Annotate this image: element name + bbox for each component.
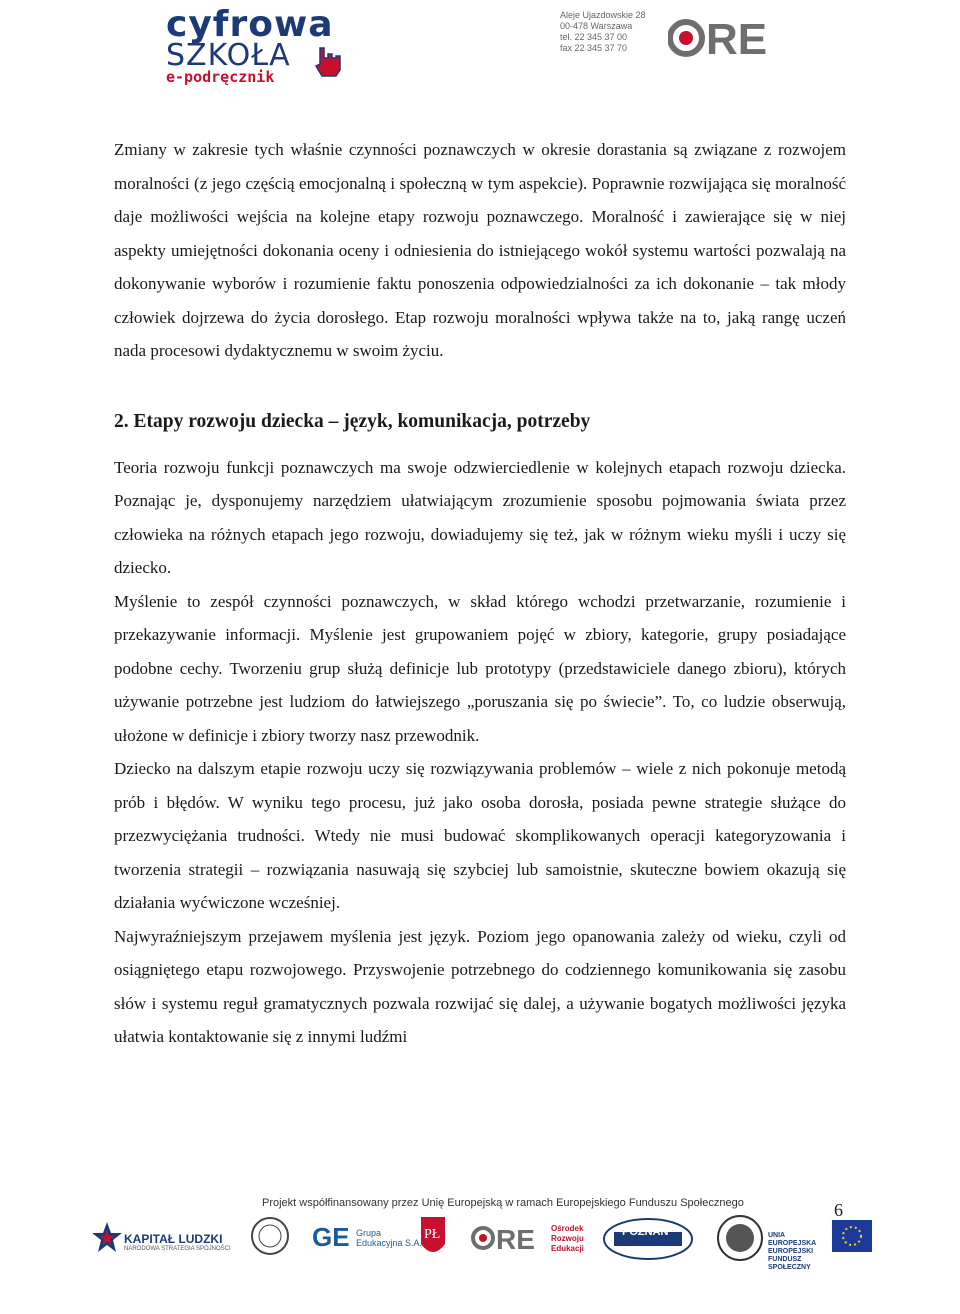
bottom-margin	[0, 1276, 960, 1314]
kapital-ludzki-subtitle: NARODOWA STRATEGIA SPÓJNOŚCI	[124, 1246, 231, 1252]
ge-line2: Edukacyjna S.A.	[356, 1238, 423, 1248]
ue-line3: FUNDUSZ SPOŁECZNY	[768, 1256, 811, 1271]
ore-address-block	[560, 10, 646, 54]
kapital-ludzki-star-icon	[92, 1220, 122, 1256]
svg-text:PŁ: PŁ	[424, 1227, 441, 1242]
ore-footer-logo	[470, 1220, 548, 1256]
logo-cyfrowa-text: cyfrowa	[166, 4, 334, 45]
address-street: Aleje Ujazdowskie 28	[560, 10, 646, 20]
osrodek-line3: Edukacji	[551, 1244, 584, 1253]
logo-szkola-text: SZKOŁA	[166, 38, 291, 73]
page-number: 6	[834, 1200, 843, 1220]
project-funding-note: Projekt współfinansowany przez Unię Europejską w ramach Europejskiego Funduszu Społecznego	[262, 1197, 744, 1209]
hand-cursor-icon	[310, 44, 346, 78]
svg-text:RE: RE	[496, 1224, 535, 1255]
politechnika-lodzka-emblem	[418, 1214, 448, 1264]
svg-text:GE: GE	[312, 1222, 350, 1252]
kapital-ludzki-title: KAPITAŁ LUDZKI	[124, 1232, 223, 1246]
paragraph-thinking: Myślenie to zespół czynności poznawczych, w skład którego wchodzi przetwarzanie, rozumienie i przekazywanie informacji. Myślenie jest grupowaniem pojęć w zbiory, kategorie, grupy posiadające podobne cechy. Tworzeniu grup służą definicje lub prototypy (przedstawiciele danego zbioru), których używanie potrzebne jest ludziom do łatwiejszego „poruszania się po świecie”. To, co ludzie obserwują, ułożone w definicje i zbiory tworzy nasz przewodnik.	[114, 591, 846, 745]
ue-line1: UNIA EUROPEJSKA	[768, 1232, 817, 1247]
poznan-label: POZNAŃ	[622, 1226, 669, 1238]
ue-efs-text	[768, 1232, 828, 1272]
paragraph-language: Najwyraźniejszym przejawem myślenia jest język. Poziom jego opanowania zależy od wieku, czyli od osiągniętego etapu rozwojowego. Przyswojenie potrzebnego do codziennego komunikowania się zasobu słów i systemu reguł gramatycznych pozwala rozwijać się dalej, a używanie bogatych możliwości języka ułatwia kontaktowanie się z innymi ludźmi	[114, 926, 846, 1046]
paragraph-problem-solving: Dziecko na dalszym etapie rozwoju uczy się rozwiązywania problemów – wiele z nich pokonuje metodą prób i błędów. W wyniku tego procesu, już jako osoba dorosła, posiada pewne strategie służące do przezwyciężania trudności. Wtedy nie musi budować skomplikowanych operacji kategoryzowania i tworzenia strategii – rozwiązania nasuwają się szybciej lub samoistnie, skuteczne bowiem okazują się działania wyćwiczone wcześniej.	[114, 759, 846, 912]
paragraph-morality: Zmiany w zakresie tych właśnie czynności poznawczych w okresie dorastania są związane z rozwojem moralności (z jego częścią emocjonalną i społeczną w tym aspekcie). Poprawnie rozwijająca się moralność daje możliwości wejścia na kolejne etapy rozwoju poznawczego. Moralność i zawierające się w niej aspekty umiejętności dokonania oceny i odniesienia do istniejącego wokół systemu wartości pozwalają na dokonywanie wyborów i rozumienie faktu ponoszenia odpowiedzialności za ich dokonanie – tak młody człowiek dojrzewa do życia dorosłego. Etap rozwoju moralności wpływa także na to, jaką rangę uczeń nada procesowi dydaktycznemu w swoim życiu.	[114, 140, 846, 360]
eu-flag-icon	[832, 1220, 872, 1252]
paragraph-theory: Teoria rozwoju funkcji poznawczych ma swoje odzwierciedlenie w kolejnych etapach rozwoju dziecka. Poznając je, dysponujemy narzędziem ułatwiającym zrozumienie sposobu pojmowania świata przez człowieka na różnych etapach jego rozwoju, dowiadujemy się też, jak w różnym wieku myśli i uczy się dziecko.	[114, 457, 846, 577]
university-seal-icon	[250, 1216, 290, 1256]
svg-text:RE: RE	[706, 15, 768, 64]
osrodek-line1: Ośrodek	[551, 1224, 584, 1233]
page-header	[0, 0, 960, 95]
osrodek-line2: Rozwoju	[551, 1234, 584, 1243]
address-fax: fax 22 345 37 70	[560, 43, 628, 53]
grupa-edukacyjna-text	[356, 1228, 422, 1248]
grupa-edukacyjna-logo	[312, 1222, 356, 1252]
address-city: 00-478 Warszawa	[560, 21, 633, 31]
address-phone: tel. 22 345 37 00	[560, 32, 628, 42]
ue-line2: EUROPEJSKI	[768, 1248, 814, 1255]
ge-line1: Grupa	[356, 1228, 382, 1238]
logo-epodrecznik-text: e-podręcznik	[166, 68, 275, 86]
cyfrowa-szkola-logo	[160, 4, 360, 86]
osrodek-rozwoju-text	[551, 1224, 584, 1254]
university-crest-icon	[716, 1214, 764, 1262]
document-body	[114, 133, 846, 1054]
poznan-logo	[600, 1216, 696, 1262]
section-heading: 2. Etapy rozwoju dziecka – język, komunikacja, potrzeby	[114, 410, 591, 432]
ore-logo	[668, 8, 788, 68]
